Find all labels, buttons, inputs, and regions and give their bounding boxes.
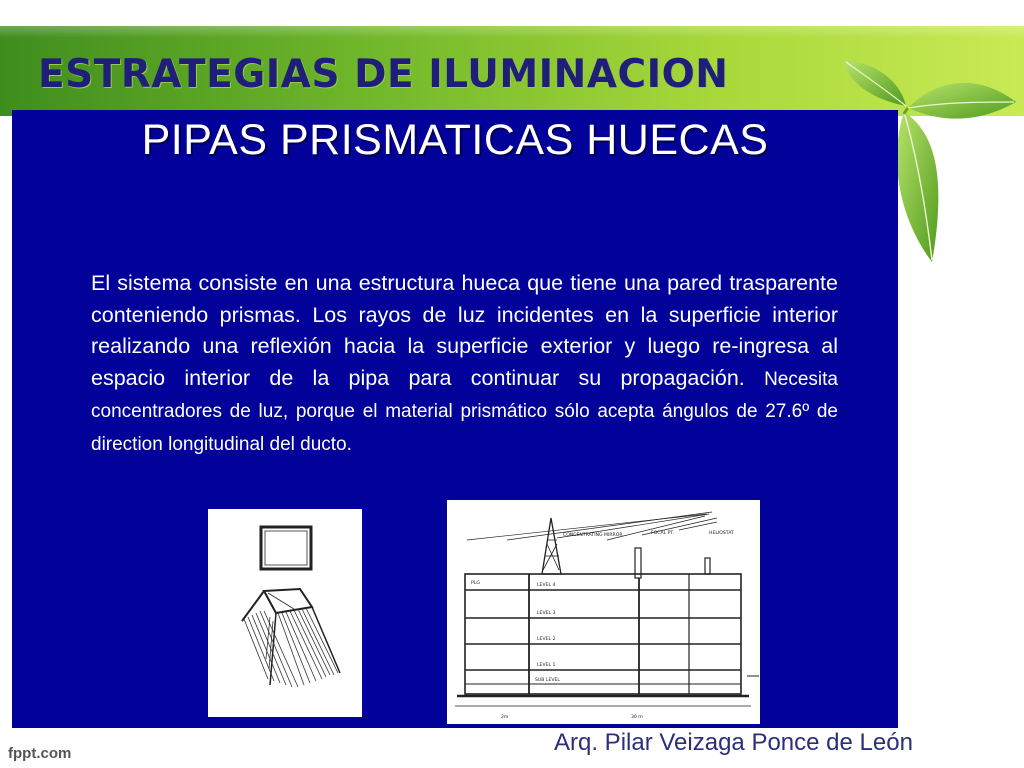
sub-level-label: SUB LEVEL [535, 678, 560, 683]
slide-header-title: ESTRATEGIAS DE ILUMINACION [38, 52, 729, 97]
concentrator-label: CONCENTRATING MIRROR [563, 533, 623, 538]
slide-subtitle: PIPAS PRISMATICAS HUECAS [141, 116, 769, 164]
focal-point-label: FOCAL PT. [651, 531, 675, 536]
dimension-right-label: 30 m [631, 715, 643, 720]
header-band-highlight [0, 26, 1024, 38]
building-section-figure [447, 500, 760, 724]
body-paragraph [91, 268, 838, 460]
content-panel [12, 110, 898, 728]
prism-pipe-figure [208, 509, 362, 717]
prism-pipe-drawing [208, 509, 362, 717]
level1-label: LEVEL 1 [537, 663, 556, 668]
level4-label: LEVEL 4 [537, 583, 556, 588]
building-section-drawing [447, 500, 760, 724]
level3-label: LEVEL 3 [537, 611, 556, 616]
heliostat-label: HELIOSTAT [709, 531, 734, 536]
body-secondary-text: Necesita concentradores de luz, porque el material prismático sólo acepta ángulos de 27.6º de direction longitudinal del ducto. [91, 368, 838, 455]
level2-label: LEVEL 2 [537, 637, 556, 642]
dimension-left-label: 2m [501, 715, 509, 720]
plg-label: PLG [471, 581, 480, 586]
body-main-text: El sistema consiste en una estructura hueca que tiene una pared trasparente conteniendo prismas. Los rayos de luz incidentes en la superficie interior realizando una reflexión hacia la superficie exterior y luego re-ingresa al espacio interior de la pipa para continuar su propagación. [91, 271, 838, 390]
footer-author: Arq. Pilar Veizaga Ponce de León [554, 729, 913, 756]
footer-site: fppt.com [8, 745, 72, 762]
